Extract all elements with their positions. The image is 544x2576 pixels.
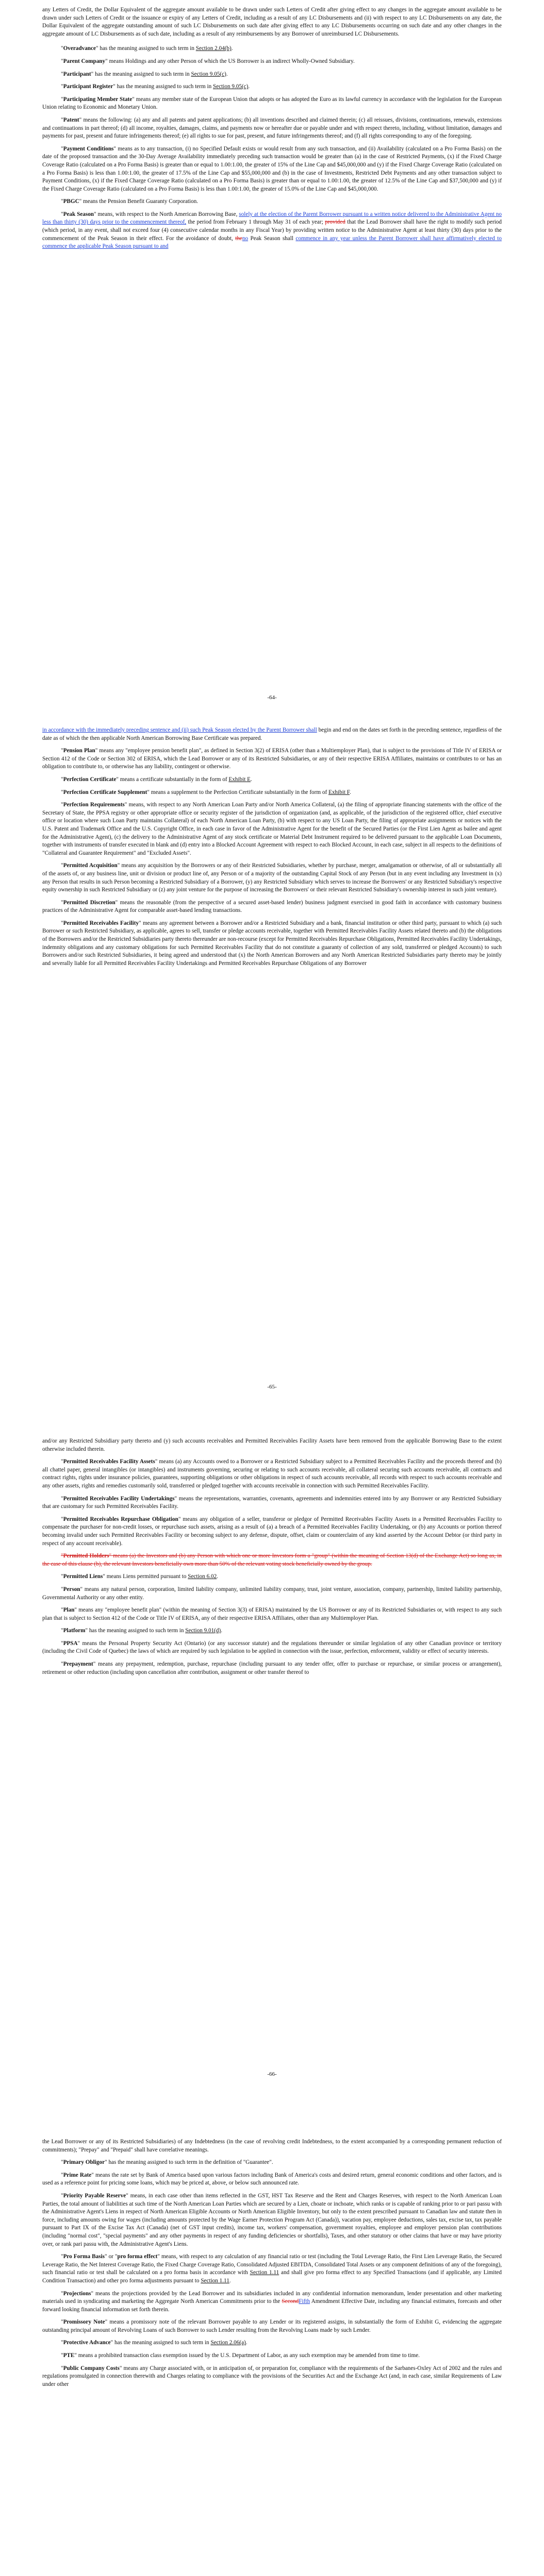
defined-term: Person xyxy=(63,1586,80,1592)
defined-term: Permitted Receivables Facility Assets xyxy=(63,1459,155,1465)
definition-permitted-acquisition: "Permitted Acquisition" means any acquisition by the Borrowers or any of their Restricted Subsidiaries, whether by purchase, merger, amalgamation or otherwise, of all or substantially all of the assets of, or any business line, unit or division or product line of, any Person or of a majority of the outstanding Capital Stock of any Person (but in any event including any Investment in (x) any Person that results in such Person becoming a Restricted Subsidiary of a Borrower, (y) any Restricted Subsidiary which serves to increase the Borrowers' or any Restricted Subsidiary's respective equity ownership in such Restricted Subsidiary or (z) any joint venture for the purpose of increasing the Borrowers' or their relevant Restricted Subsidiary's ownership interest in such joint venture). xyxy=(42,862,502,893)
defined-term: Permitted Receivables Repurchase Obligation xyxy=(63,1516,178,1522)
definition-overadvance: "Overadvance" has the meaning assigned to such term in Section 2.04(b). xyxy=(61,45,233,52)
definition-permitted-receivables-facility-assets: "Permitted Receivables Facility Assets" means (a) any Accounts owed to a Borrower or a Restricted Subsidiary subject to a Permitted Receivables Facility and the proceeds thereof and (b) all chattel paper, general intangibles (or intangibles) and instruments governing, securing or relating to such accounts receivable, all collateral securing such accounts receivable, all contracts and contract rights, rights under insurance policies, guarantees, supporting obligations or other obligations in respect of such accounts receivable, all records with respect to such accounts receivable and any other assets, rights and remedies customarily sold, transferred or pledged together with accounts receivable in connection with such Permitted Receivables Facility. xyxy=(42,1459,502,1489)
deleted-text: means (a) the Investors and (b) any Person with which one or more Investors form a "group" (within the meaning of Section 13(d) of the Exchange Act) so long as, in the case of this clause (b), the relevant Investors beneficially own more than 50% of the relevant voting stock beneficially owned by the group. xyxy=(42,1553,502,1567)
definition-projections: "Projections" means the projections provided by the Lead Borrower and its subsidiaries included in any confidential information memorandum, lender presentation and other marketing materials used in syndicating and marketing the Aggregate North American Commitments prior to the SecondFifth Amendment Effective Date, including any financial estimates, forecasts and other forward looking financial information set forth therein. xyxy=(42,2290,502,2313)
section-reference: Section 1.11 xyxy=(250,2269,279,2276)
deleted-definition-permitted-holders: "Permitted Holders" means (a) the Investors and (b) any Person with which one or more Investors form a "group" (within the meaning of Section 13(d) of the Exchange Act) so long as, in the case of this clause (b), the relevant Investors beneficially own more than 50% of the relevant voting stock beneficially owned by the group. xyxy=(42,1553,502,1567)
defined-term: Payment Conditions xyxy=(63,145,114,152)
deleted-defined-term: Permitted Holders xyxy=(63,1553,109,1560)
definition-permitted-receivables-facility: "Permitted Receivables Facility" means any agreement between a Borrower and/or a Restricted Subsidiary and a bank, financial institution or other third party, pursuant to which (a) such Borrower or such Restricted Subsidiary, as applicable, agrees to sell, transfer or pledge accounts receivable, together with Permitted Receivables Facility Assets related thereto and (b) the obligations of the Borrowers and/or the Restricted Subsidiaries party thereto thereunder are non-recourse (except for Permitted Receivables Repurchase Obligations, Permitted Receivables Facility Undertakings, indemnity obligations and any customary obligations for such Permitted Receivables Facility that do not constitute a guaranty of collection of any sold, transferred or pledged Accounts) to such Borrowers and/or such Restricted Subsidiaries, it being agreed and understood that (x) the North American Borrowers and any North American Restricted Subsidiaries party thereto may be jointly and severally liable for all Permitted Receivables Facility Undertakings and Permitted Receivables Repurchase Obligations of any Borrower xyxy=(42,920,502,967)
definition-pbgc: "PBGC" means the Pension Benefit Guaranty Corporation. xyxy=(61,198,199,205)
section-reference: Section 9.01(d) xyxy=(185,1628,221,1634)
definition-permitted-liens: "Permitted Liens" means Liens permitted pursuant to Section 6.02. xyxy=(61,1573,218,1580)
paragraph-receivables-continued: and/or any Restricted Subsidiary party thereto and (y) such accounts receivables and Permitted Receivables Facility Assets have been removed from the applicable Borrowing Base to the extent otherwise included therein. xyxy=(42,1438,502,1452)
inserted-text: in accordance with the immediately preceding sentence and (ii) such Peak Season elected by the Parent Borrower shall xyxy=(42,727,317,733)
section-reference: Section 2.04(b) xyxy=(195,45,232,52)
document-page-65 xyxy=(0,726,544,968)
paragraph-prepayment-continued: the Lead Borrower or any of its Restricted Subsidiaries) of any Indebtedness (in the case of revolving credit Indebtedness, to the extent accompanied by a corresponding permanent reduction of commitments); "Prepay" and "Prepaid" shall have correlative meanings. xyxy=(42,2139,502,2153)
defined-term: pro forma effect xyxy=(117,2253,158,2260)
defined-term: Platform xyxy=(63,1628,86,1634)
definition-perfection-certificate-supplement: "Perfection Certificate Supplement" means a supplement to the Perfection Certificate substantially in the form of Exhibit F. xyxy=(61,789,351,795)
definition-participant-register: "Participant Register" has the meaning assigned to such term in Section 9.05(c). xyxy=(61,83,250,90)
defined-term: Prepayment xyxy=(63,1661,93,1668)
defined-term: PTE xyxy=(63,2352,75,2359)
defined-term: Perfection Certificate Supplement xyxy=(63,789,147,795)
definition-peak-season: "Peak Season" means, with respect to the North American Borrowing Base, solely at the election of the Parent Borrower pursuant to a written notice delivered to the Administrative Agent no less than thirty (30) days prior to the commencement thereof, the period from February 1 through May 31 of each year; provided that the Lead Borrower shall have the right to modify such period (which period, in any event, shall not exceed four (4) consecutive calendar months in any Fiscal Year) by providing written notice to the Administrative Agent at least thirty (30) days prior to the commencement of the Peak Season in their effect. For the avoidance of doubt, theno Peak Season shall commence in any year unless the Parent Borrower shall have affirmatively elected to commence the applicable Peak Season pursuant to and xyxy=(42,211,502,250)
defined-term: Permitted Liens xyxy=(63,1573,103,1580)
deleted-text: provided xyxy=(325,219,345,226)
section-reference: Section 9.05(c) xyxy=(213,83,249,90)
deleted-text: the xyxy=(235,235,242,242)
section-reference: Section 6.02 xyxy=(188,1573,217,1580)
defined-term: Participant xyxy=(63,71,91,77)
definition-prepayment: "Prepayment" means any prepayment, redemption, purchase, repurchase (including pursuant to any tender offer, offer to purchase or repurchase, or similar process or arrangement), retirement or other reduction (including upon cancellation after contribution, assignment or other transfer thereof to xyxy=(42,1661,502,1675)
document-page-66 xyxy=(0,1437,544,1676)
inserted-text: solely at the election of the Parent Borrower pursuant to a written notice delivered to the Administrative Agent no less than thirty (30) days prior to the commencement thereof, xyxy=(42,211,502,226)
defined-term: Participating Member State xyxy=(63,96,133,103)
definition-ppsa: "PPSA" means the Personal Property Security Act (Ontario) (or any successor statute) and the regulations thereunder or similar legislation of any other Canadian province or territory (including the Civil Code of Quebec) the laws of which are required by such legislation to be applied in connection with the issue, perfection, enforcement, validity or effect of security interests. xyxy=(42,1640,502,1655)
paragraph-peak-season-continued: in accordance with the immediately preceding sentence and (ii) such Peak Season elected by the Parent Borrower shall begin and end on the dates set forth in the preceding sentence, regardless of the date as of which the then applicable North American Borrowing Base Certificate was prepared. xyxy=(42,727,502,741)
definition-pension-plan: "Pension Plan" means any "employee pension benefit plan", as defined in Section 3(2) of ERISA (other than a Multiemployer Plan), that is subject to the provisions of Title IV of ERISA or Section 412 of the Code or Section 302 of ERISA, which the Lead Borrower or any of its Restricted Subsidiaries, or any of their respective ERISA Affiliates, maintains or contributes to or has an obligation to contribute to, or otherwise has any liability, contingent or otherwise. xyxy=(42,748,502,770)
defined-term: Participant Register xyxy=(63,83,113,90)
defined-term: PBGC xyxy=(63,198,79,205)
deleted-text: Second xyxy=(282,2298,299,2305)
defined-term: Patent xyxy=(63,116,79,123)
definition-priority-payable-reserve: "Priority Payable Reserve" means, in each case other than items reflected in the GST, HST Tax Reserve and the Rent and Charges Reserves, with respect to the North American Loan Parties, the total amount of liabilities at such time of the North American Loan Parties which are secured by a Lien, choate or inchoate, which ranks or is capable of ranking prior to or pari passu with the Administrative Agent's Liens in respect of North American Eligible Accounts or North American Eligible Inventory, but only to the extent prescribed pursuant to Canadian law and statute then in force, including amounts owing for wages (including amounts protected by the Wage Earner Protection Program Act (Canada)), vacation pay, employee deductions, sales tax, excise tax, tax payable pursuant to Part IX of the Excise Tax Act (Canada) (net of GST input credits), income tax, workers' compensation, government royalties, employee and employer pension plan contributions (including "normal cost", "special payments" and any other payments in respect of any funding deficiencies or shortfalls), Taxes, and other statutory or other claims that have or may have priority over, or rank pari passu with, the Administrative Agent's Liens. xyxy=(42,2192,502,2247)
definition-permitted-discretion: "Permitted Discretion" means the reasonable (from the perspective of a secured asset-based lender) business judgment exercised in good faith in accordance with customary business practices of the Administrative Agent for comparable asset-based lending transactions. xyxy=(42,899,502,914)
definition-person: "Person" means any natural person, corporation, limited liability company, unlimited liability company, trust, joint venture, association, company, partnership, limited liability partnership, Governmental Authority or any other entity. xyxy=(42,1586,502,1601)
defined-term: Perfection Certificate xyxy=(63,776,117,783)
defined-term: Projections xyxy=(63,2290,91,2297)
definition-platform: "Platform" has the meaning assigned to such term in Section 9.01(d). xyxy=(61,1628,223,1634)
inserted-text: no xyxy=(242,235,249,242)
section-reference: Section 1.11 xyxy=(201,2277,229,2284)
inserted-text: commence in any year unless the Parent Borrower shall have affirmatively elected to commence the applicable Peak Season pursuant to and xyxy=(42,235,502,250)
definition-participant: "Participant" has the meaning assigned to such term in Section 9.05(c). xyxy=(61,71,228,77)
defined-term: Permitted Receivables Facility Undertakings xyxy=(63,1495,175,1502)
exhibit-reference: Exhibit F xyxy=(328,789,350,795)
defined-term: Promissory Note xyxy=(63,2319,105,2326)
definition-payment-conditions: "Payment Conditions" means as to any transaction, (i) no Specified Default exists or would result from any such transaction, and (ii) Availability (calculated on a Pro Forma Basis) on the date of the proposed transaction and the 30-Day Average Availability immediately preceding such transaction would be greater than (a) in the case of Restricted Payments, (x) if the Fixed Charge Coverage Ratio (calculated on a Pro Forma Basis) is greater than or equal to 1.00:1.00, the greater of 15% of the Line Cap and $45,000,000 and (y) if the Fixed Charge Coverage Ratio (calculated on a Pro Forma Basis) is less than 1.00:1.00, the greater of 17.5% of the Line Cap and $55,000,000 and (b) in the case of Investments, Restricted Debt Payments and any other transaction subject to Payment Conditions, (x) if the Fixed Charge Coverage Ratio (calculated on a Pro Forma Basis) is greater than or equal to 1.00:1.00, the greater of 12.5% of the Line Cap and $37,500,000 and (y) if the Fixed Charge Coverage Ratio (calculated on a Pro Forma Basis) is less than 1.00:1.00, the greater of 15.0% of the Line Cap and $45,000,000. xyxy=(42,145,502,192)
definition-prime-rate: "Prime Rate" means the rate set by Bank of America based upon various factors including Bank of America's costs and desired return, general economic conditions and other factors, and is used as a reference point for pricing some loans, which may be priced at, above, or below such announced rate. xyxy=(42,2172,502,2187)
defined-term: Parent Company xyxy=(63,58,106,64)
definition-parent-company: "Parent Company" means Holdings and any other Person of which the US Borrower is an indirect Wholly-Owned Subsidiary. xyxy=(61,58,355,64)
definition-plan: "Plan" means any "employee benefit plan" (within the meaning of Section 3(3) of ERISA) maintained by the US Borrower or any of its Restricted Subsidiaries or, with respect to any such plan that is subject to Section 412 of the Code or Title IV of ERISA, any of their respective ERISA Affiliates, other than any Multiemployer Plan. xyxy=(42,1607,502,1621)
section-reference: Section 2.06(a) xyxy=(210,2340,246,2346)
defined-term: Public Company Costs xyxy=(63,2365,120,2371)
definition-promissory-note: "Promissory Note" means a promissory note of the relevant Borrower payable to any Lender or its registered assigns, in substantially the form of Exhibit G, evidencing the aggregate outstanding principal amount of Revolving Loans of such Borrower to such Lender resulting from the Revolving Loans made by such Lender. xyxy=(42,2319,502,2333)
defined-term: Permitted Discretion xyxy=(63,899,116,906)
section-reference: Section 9.05(c) xyxy=(191,71,226,77)
defined-term: Plan xyxy=(63,1607,75,1614)
definition-public-company-costs: "Public Company Costs" means any Charge associated with, or in anticipation of, or preparation for, compliance with the requirements of the Sarbanes-Oxley Act of 2002 and the rules and regulations promulgated in connection therewith and Charges relating to compliance with the provisions of the Securities Act and the Exchange Act (and, in each case, similar Requirements of Law under other xyxy=(42,2365,502,2387)
defined-term: Overadvance xyxy=(63,45,96,52)
definition-participating-member-state: "Participating Member State" means any member state of the European Union that adopts or has adopted the Euro as its lawful currency in accordance with the legislation for the European Union relating to Economic and Monetary Union. xyxy=(42,96,502,111)
defined-term: Perfection Requirements xyxy=(63,802,125,808)
defined-term: Permitted Acquisition xyxy=(63,862,118,869)
page-number: -66- xyxy=(267,2071,277,2077)
defined-term: Permitted Receivables Facility xyxy=(63,920,139,926)
document-page-67 xyxy=(0,2138,544,2388)
document-page-64 xyxy=(0,6,544,251)
defined-term: PPSA xyxy=(63,1640,78,1647)
exhibit-reference: Exhibit E xyxy=(228,776,251,783)
defined-term: Pension Plan xyxy=(63,748,95,754)
inserted-text: Fifth xyxy=(299,2298,310,2305)
definition-pte: "PTE" means a prohibited transaction class exemption issued by the U.S. Department of Labor, as any such exemption may be amended from time to time. xyxy=(61,2352,420,2359)
definition-perfection-requirements: "Perfection Requirements" means, with respect to any North American Loan Party and/or North America Collateral, (a) the filing of appropriate financing statements with the office of the Secretary of State, the PPSA registry or other appropriate office or security register of the jurisdiction of organization (and, as applicable, of the jurisdiction of the registered office, chief executive office or location where such Loan Party maintains Collateral) of each North American Loan Party, (b) with respect to any US Loan Party, the filing of appropriate assignments or notices with the U.S. Patent and Trademark Office and the U.S. Copyright Office, in each case in favor of the Administrative Agent for the benefit of the Secured Parties (or the First Lien Agent as bailee and agent for the Administrative Agent), (c) the delivery to the Administrative Agent of any stock certificate or Material Debt Instrument required to be delivered pursuant to the applicable Loan Documents, together with instruments of transfer executed in blank and (d) entry into a Blocked Account Agreement with respect to each Blocked Account, in each case, subject in all respects to the definitions of "Collateral and Guarantee Requirement" and "Excluded Assets". xyxy=(42,802,502,856)
defined-term: Peak Season xyxy=(63,211,94,217)
definition-protective-advance: "Protective Advance" has the meaning assigned to such term in Section 2.06(a). xyxy=(61,2340,248,2346)
defined-term: Priority Payable Reserve xyxy=(63,2192,126,2199)
defined-term: Pro Forma Basis xyxy=(63,2253,105,2260)
defined-term: Prime Rate xyxy=(63,2172,92,2178)
page-number: -64- xyxy=(267,694,277,701)
definition-permitted-receivables-facility-undertakings: "Permitted Receivables Facility Undertakings" means the representations, warranties, covenants, agreements and indemnities entered into by any Borrower or any Restricted Subsidiary that are customary for such Permitted Receivables Facility. xyxy=(42,1495,502,1510)
defined-term: Protective Advance xyxy=(63,2340,111,2346)
defined-term: Primary Obligor xyxy=(63,2159,105,2166)
definition-primary-obligor: "Primary Obligor" has the meaning assigned to such term in the definition of "Guarantee". xyxy=(61,2159,273,2166)
page-number: -65- xyxy=(267,1384,277,1390)
definition-pro-forma-basis: "Pro Forma Basis" or "pro forma effect" means, with respect to any calculation of any financial ratio or test (including the Total Leverage Ratio, the First Lien Leverage Ratio, the Secured Leverage Ratio, the Net Interest Coverage Ratio, the Fixed Charge Coverage Ratio, Consolidated Adjusted EBITDA, Consolidated Total Assets or any component definitions of any of the foregoing), such financial ratio or test shall be calculated on a pro forma basis in accordance with Section 1.11 and shall give pro forma effect to any Specified Transactions (and if applicable, any Limited Condition Transaction) and other pro forma adjustments pursuant to Section 1.11. xyxy=(42,2253,502,2284)
definition-permitted-receivables-repurchase-obligation: "Permitted Receivables Repurchase Obligation" means any obligation of a seller, transferor or pledgor of Permitted Receivables Facility Assets in a Permitted Receivables Facility to compensate the purchaser for non-credit losses, or repurchase such assets, arising as a result of (a) a breach of a Permitted Receivables Facility Undertaking, or (b) any Accounts or portion thereof becoming invalid under such Permitted Receivables Facility or becoming subject to any defense, dispute, offset, claim or counterclaim of any kind asserted by the Account Debtor (or third party in respect of any account receivable). xyxy=(42,1516,502,1547)
paragraph-lc-exposure-continued: any Letters of Credit, the Dollar Equivalent of the aggregate amount available to be drawn under such Letters of Credit after giving effect to any changes in the aggregate amount available to be drawn under such Letters of Credit or the issuance or expiry of any Letters of Credit, including as a result of any LC Disbursements and (ii) with respect to any LC Disbursements on any date, the Dollar Equivalent of the aggregate outstanding amount of such LC Disbursements on such date after giving effect to any LC Disbursements occurring on such date and any other changes in the aggregate amount of LC Disbursements as of such date, including as a result of any reimbursements by any Borrower of unreimbursed LC Disbursements. xyxy=(42,7,502,37)
definition-patent: "Patent" means the following: (a) any and all patents and patent applications; (b) all inventions described and claimed therein; (c) all reissues, divisions, continuations, renewals, extensions and continuations in part thereof; (d) all income, royalties, damages, claims, and payments now or hereafter due or payable under and with respect thereto, including, without limitation, damages and payments for past, present and future infringements thereof; (e) all rights to sue for past, present, and future infringements thereof; and (f) all rights corresponding to any of the foregoing. xyxy=(42,116,502,140)
definition-perfection-certificate: "Perfection Certificate" means a certificate substantially in the form of Exhibit E. xyxy=(61,776,252,783)
